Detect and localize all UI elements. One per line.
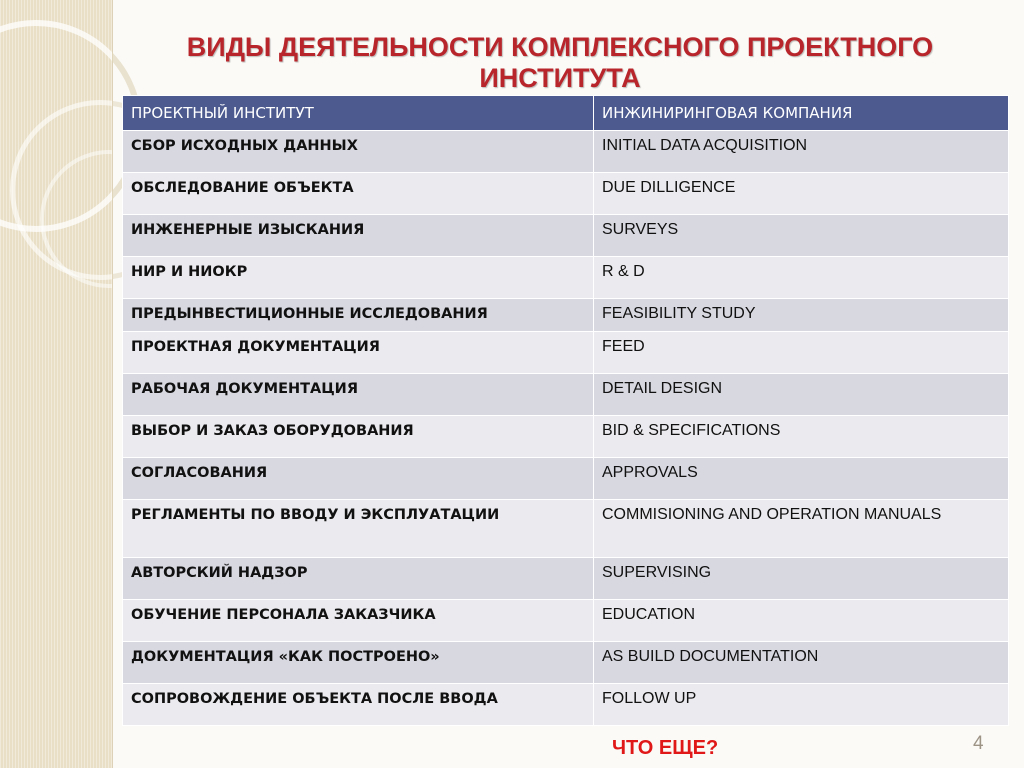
table-cell-ru: РАБОЧАЯ ДОКУМЕНТАЦИЯ — [123, 374, 594, 416]
table-cell-ru: СОПРОВОЖДЕНИЕ ОБЪЕКТА ПОСЛЕ ВВОДА — [123, 684, 594, 726]
activities-table-container — [122, 95, 1008, 726]
table-cell-en: SUPERVISING — [594, 558, 1009, 600]
table-header-row — [123, 96, 1009, 131]
table-cell-ru: РЕГЛАМЕНТЫ ПО ВВОДУ И ЭКСПЛУАТАЦИИ — [123, 500, 594, 558]
table-cell-en: FEASIBILITY STUDY — [594, 299, 1009, 332]
table-cell-en: AS BUILD DOCUMENTATION — [594, 642, 1009, 684]
table-row — [123, 257, 1009, 299]
table-cell-en: BID & SPECIFICATIONS — [594, 416, 1009, 458]
table-cell-en: FEED — [594, 332, 1009, 374]
table-cell-ru: ПРЕДЫНВЕСТИЦИОННЫЕ ИССЛЕДОВАНИЯ — [123, 299, 594, 332]
table-row — [123, 642, 1009, 684]
table-cell-ru: СБОР ИСХОДНЫХ ДАННЫХ — [123, 131, 594, 173]
table-cell-ru: ВЫБОР И ЗАКАЗ ОБОРУДОВАНИЯ — [123, 416, 594, 458]
table-cell-ru: ДОКУМЕНТАЦИЯ «КАК ПОСТРОЕНО» — [123, 642, 594, 684]
table-cell-en: APPROVALS — [594, 458, 1009, 500]
table-row — [123, 131, 1009, 173]
table-row — [123, 215, 1009, 257]
table-cell-en: INITIAL DATA ACQUISITION — [594, 131, 1009, 173]
table-cell-ru: НИР И НИОКР — [123, 257, 594, 299]
table-row — [123, 500, 1009, 558]
table-cell-en: R & D — [594, 257, 1009, 299]
slide-title — [140, 32, 980, 94]
slide-title-line-2: ИНСТИТУТА — [479, 63, 641, 93]
table-cell-en: COMMISIONING AND OPERATION MANUALS — [594, 500, 1009, 558]
table-row — [123, 416, 1009, 458]
header-engineering-company: ИНЖИНИРИНГОВАЯ КОМПАНИЯ — [594, 96, 1009, 131]
decorative-side-strip — [0, 0, 113, 768]
table-row — [123, 173, 1009, 215]
slide-title-line-1: ВИДЫ ДЕЯТЕЛЬНОСТИ КОМПЛЕКСНОГО ПРОЕКТНОГО — [186, 32, 934, 62]
table-row — [123, 458, 1009, 500]
table-cell-ru: АВТОРСКИЙ НАДЗОР — [123, 558, 594, 600]
table-cell-ru: ОБУЧЕНИЕ ПЕРСОНАЛА ЗАКАЗЧИКА — [123, 600, 594, 642]
table-cell-en: FOLLOW UP — [594, 684, 1009, 726]
table-cell-en: EDUCATION — [594, 600, 1009, 642]
table-cell-ru: ПРОЕКТНАЯ ДОКУМЕНТАЦИЯ — [123, 332, 594, 374]
table-row — [123, 299, 1009, 332]
table-row — [123, 684, 1009, 726]
table-cell-en: DUE DILLIGENCE — [594, 173, 1009, 215]
what-else-question: ЧТО ЕЩЕ? — [612, 737, 719, 759]
table-cell-ru: СОГЛАСОВАНИЯ — [123, 458, 594, 500]
table-row — [123, 600, 1009, 642]
table-row — [123, 374, 1009, 416]
table-cell-en: SURVEYS — [594, 215, 1009, 257]
table-cell-ru: ОБСЛЕДОВАНИЕ ОБЪЕКТА — [123, 173, 594, 215]
table-cell-ru: ИНЖЕНЕРНЫЕ ИЗЫСКАНИЯ — [123, 215, 594, 257]
header-design-institute: ПРОЕКТНЫЙ ИНСТИТУТ — [123, 96, 594, 131]
table-row — [123, 332, 1009, 374]
table-cell-en: DETAIL DESIGN — [594, 374, 1009, 416]
activities-table — [122, 95, 1009, 726]
page-number: 4 — [973, 733, 984, 754]
table-row — [123, 558, 1009, 600]
